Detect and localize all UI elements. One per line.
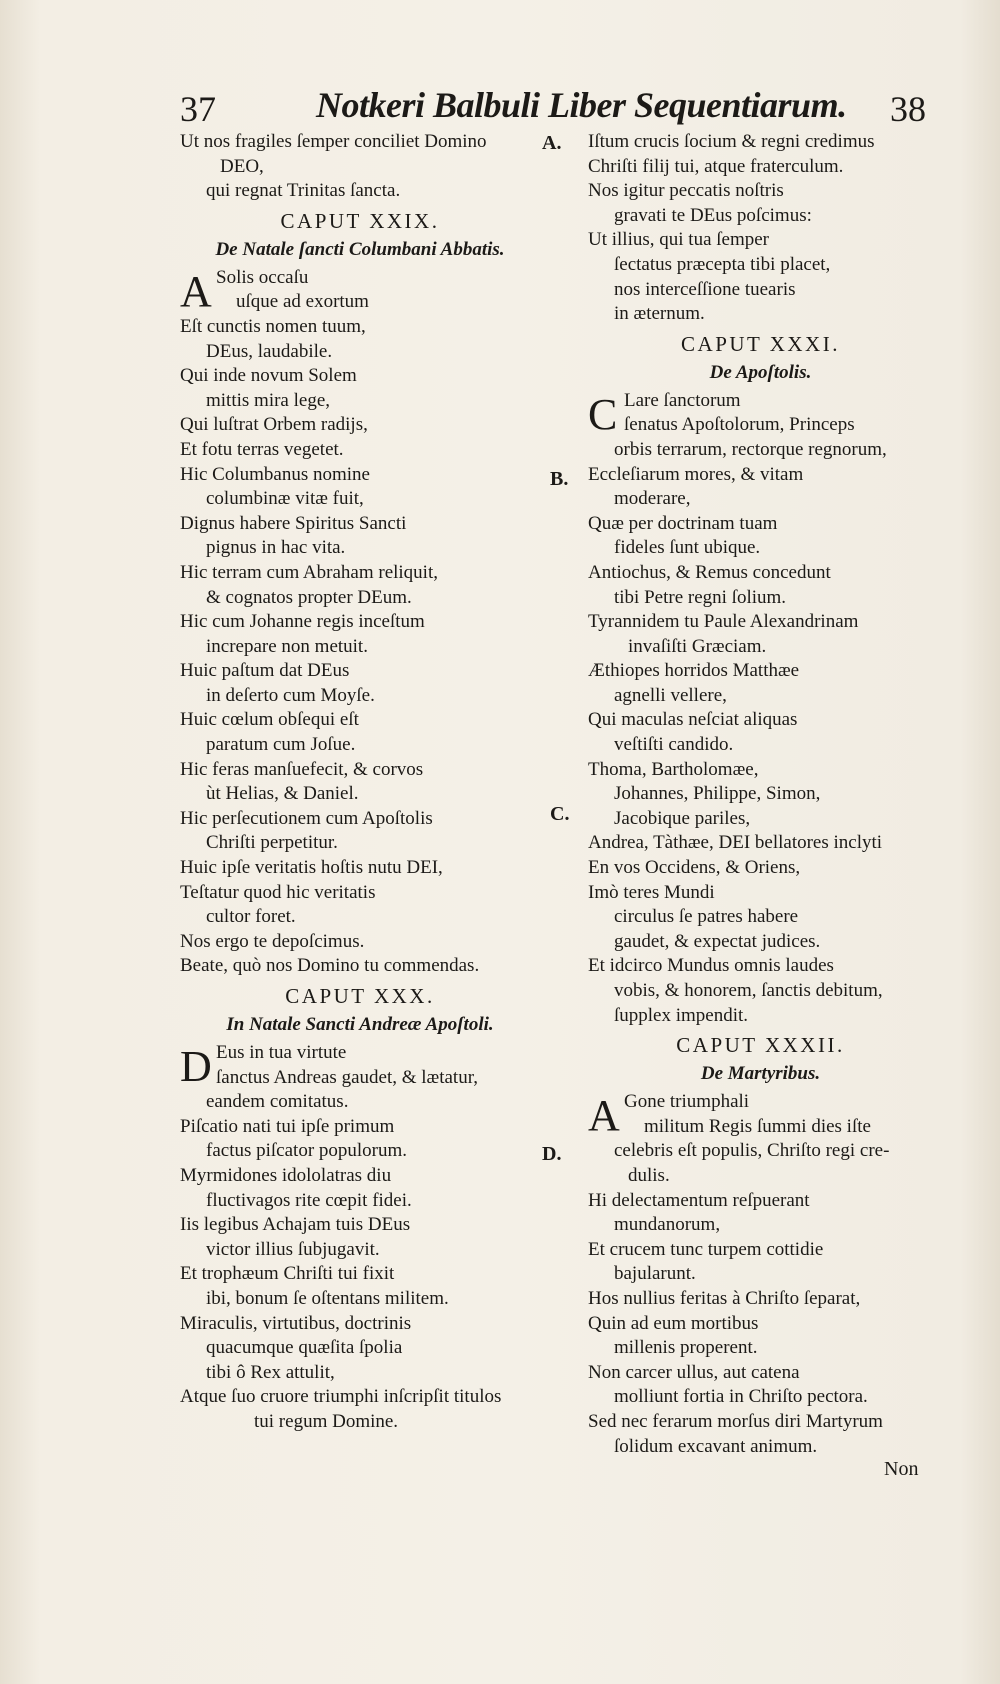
text-line: Atque ſuo cruore triumphi inſcripſit titulos (180, 1386, 502, 1408)
text-line: ſectatus præcepta tibi placet, (614, 253, 831, 275)
text-line: Ut nos fragiles ſemper conciliet Domino (180, 131, 487, 152)
text-line: moderare, (614, 488, 691, 510)
text-line: tui regum Domine. (254, 1410, 399, 1432)
text-line: & cognatos propter DEum. (206, 586, 412, 608)
text-line: celebris eſt populis, Chriſto regi cre- (614, 1140, 890, 1162)
text-line: victor illius ſubjugavit. (206, 1238, 380, 1260)
running-title: Notkeri Balbuli Liber Sequentiarum. (316, 85, 847, 125)
text-line: DEus, laudabile. (206, 340, 333, 362)
chapter-subtitle: De Natale ſancti Columbani Abbatis. (215, 238, 505, 260)
text-line: Iſtum crucis ſocium & regni credimus (588, 131, 875, 152)
chapter-heading: CAPUT XXXI. (681, 331, 840, 356)
text-line: in deſerto cum Moyſe. (206, 684, 375, 706)
text-line: pignus in hac vita. (206, 537, 346, 559)
page-number-right: 38 (890, 89, 926, 129)
text-line: Qui maculas neſciat aliquas (588, 709, 798, 731)
text-line: columbinæ vitæ fuit, (206, 488, 364, 510)
margin-letter-a: A. (542, 132, 562, 154)
text-line: veſtiſti candido. (614, 734, 734, 756)
text-line: Eus in tua virtute (216, 1042, 347, 1063)
text-line: Non carcer ullus, aut catena (588, 1361, 800, 1383)
text-line: ſenatus Apoſtolorum, Princeps (624, 414, 855, 436)
text-line: Nos ergo te depoſcimus. (180, 930, 365, 952)
text-line: Huic ipſe veritatis hoſtis nutu DEI, (180, 857, 443, 879)
text-line: invaſiſti Græciam. (628, 635, 767, 657)
text-line: in æternum. (614, 303, 705, 325)
text-line: paratum cum Joſue. (206, 734, 356, 756)
chapter-subtitle: De Martyribus. (700, 1063, 821, 1085)
text-line: molliunt fortia in Chriſto pectora. (614, 1386, 868, 1408)
margin-letter-d: D. (542, 1143, 562, 1165)
drop-capital: A (180, 266, 212, 316)
text-line: Quin ad eum mortibus (588, 1312, 759, 1334)
text-line: dulis. (628, 1164, 670, 1186)
text-line: En vos Occidens, & Oriens, (588, 857, 801, 879)
text-line: circulus ſe patres habere (614, 906, 799, 928)
text-line: Et crucem tunc turpem cottidie (588, 1238, 824, 1260)
text-line: bajularunt. (614, 1263, 696, 1285)
text-line: fluctivagos rite cœpit fidei. (206, 1189, 412, 1211)
text-line: Hic terram cum Abraham reliquit, (180, 561, 438, 583)
initial-block (180, 266, 540, 315)
text-line: Hic feras manſuefecit, & corvos (180, 758, 424, 780)
text-line: Gone triumphali (624, 1091, 750, 1113)
drop-capital: A (588, 1091, 620, 1141)
text-line: Hic perſecutionem cum Apoſtolis (180, 807, 433, 829)
text-line: fideles ſunt ubique. (614, 537, 761, 559)
text-line: Jacobique pariles, (614, 807, 751, 829)
text-line: Tyrannidem tu Paule Alexandrinam (588, 611, 859, 633)
text-line: Solis occaſu (216, 266, 309, 288)
text-line: qui regnat Trinitas ſancta. (206, 180, 401, 202)
text-line: factus piſcator populorum. (206, 1140, 408, 1162)
text-line: Ut illius, qui tua ſemper (588, 229, 770, 251)
text-line: Teſtatur quod hic veritatis (180, 881, 376, 903)
text-line: tibi ô Rex attulit, (206, 1361, 335, 1383)
initial-block (588, 389, 933, 438)
text-line: tibi Petre regni ſolium. (614, 586, 787, 608)
text-line: mittis mira lege, (206, 389, 331, 411)
initial-block (180, 1041, 540, 1090)
text-line: Imò teres Mundi (588, 881, 715, 903)
text-line: Hic Columbanus nomine (180, 463, 370, 485)
chapter-subtitle: De Apoſtolis. (709, 361, 812, 383)
text-line: ibi, bonum ſe oſtentans militem. (206, 1287, 449, 1309)
page-header (0, 84, 1000, 134)
catchword: Non (884, 1458, 919, 1480)
text-line: Huic paſtum dat DEus (180, 660, 350, 682)
text-line: DEO, (220, 155, 264, 177)
chapter-subtitle: In Natale Sancti Andreæ Apoſtoli. (226, 1014, 494, 1035)
text-line: Eccleſiarum mores, & vitam (588, 463, 804, 485)
margin-letter-c: C. (550, 803, 570, 825)
text-line: Andrea, Tàthæe, DEI bellatores inclyti (588, 832, 883, 854)
text-line: Qui luſtrat Orbem radijs, (180, 414, 368, 436)
text-line: Lare ſanctorum (624, 389, 741, 411)
text-line: Et idcirco Mundus omnis laudes (588, 955, 834, 977)
text-line: Hi delectamentum reſpuerant (588, 1189, 810, 1211)
text-line: vobis, & honorem, ſanctis debitum, (614, 980, 883, 1001)
text-line: millenis properent. (614, 1337, 758, 1359)
text-line: agnelli vellere, (614, 684, 727, 706)
right-column (588, 130, 933, 1459)
text-line: increpare non metuit. (206, 635, 368, 657)
text-line: Et trophæum Chriſti tui fixit (180, 1263, 395, 1285)
text-line: Eſt cunctis nomen tuum, (180, 315, 366, 337)
text-line: mundanorum, (614, 1214, 721, 1236)
text-line: quacumque quæſita ſpolia (206, 1337, 403, 1359)
text-line: Hic cum Johanne regis inceſtum (180, 611, 425, 633)
text-line: gravati te DEus poſcimus: (614, 204, 812, 226)
text-line: uſque ad exortum (236, 291, 369, 313)
text-line: Dignus habere Spiritus Sancti (180, 512, 407, 534)
text-line: Sed nec ferarum morſus diri Martyrum (588, 1410, 883, 1432)
drop-capital: C (588, 389, 618, 439)
drop-capital: D (180, 1042, 212, 1091)
text-line: Myrmidones idololatras diu (180, 1164, 392, 1186)
text-line: ſolidum excavant animum. (614, 1435, 818, 1457)
text-line: Hos nullius feritas à Chriſto ſeparat, (588, 1287, 861, 1309)
text-line: ùt Helias, & Daniel. (206, 783, 359, 805)
chapter-heading: CAPUT XXX. (285, 984, 435, 1008)
chapter-heading: CAPUT XXXII. (676, 1033, 845, 1058)
text-line: Johannes, Philippe, Simon, (614, 783, 821, 805)
text-line: Iis legibus Achajam tuis DEus (180, 1214, 411, 1236)
margin-letter-b: B. (550, 468, 569, 490)
text-line: cultor foret. (206, 906, 296, 928)
text-line: orbis terrarum, rectorque regnorum, (614, 438, 887, 460)
page-number-left: 37 (180, 89, 216, 129)
text-line: Huic cœlum obſequi eſt (180, 709, 359, 731)
text-line: ſanctus Andreas gaudet, & lætatur, (216, 1066, 479, 1088)
initial-block (588, 1090, 933, 1139)
text-line: Chriſti filij tui, atque fraterculum. (588, 155, 844, 177)
text-line: Æthiopes horridos Matthæe (588, 660, 800, 682)
text-line: gaudet, & expectat judices. (614, 930, 821, 952)
left-column (180, 130, 540, 1435)
text-line: Antiochus, & Remus concedunt (588, 561, 831, 583)
text-line: ſupplex impendit. (614, 1004, 749, 1026)
text-line: militum Regis ſummi dies iſte (644, 1115, 871, 1137)
text-line: Et fotu terras vegetet. (180, 438, 344, 460)
text-line: Chriſti perpetitur. (206, 832, 338, 854)
text-line: Thoma, Bartholomæe, (588, 758, 759, 780)
text-line: Beate, quò nos Domino tu commendas. (180, 955, 480, 977)
chapter-heading: CAPUT XXIX. (280, 208, 440, 233)
text-line: nos interceſſione tuearis (614, 278, 796, 300)
text-line: Quæ per doctrinam tuam (588, 512, 778, 534)
text-line: Piſcatio nati tui ipſe primum (180, 1115, 395, 1137)
text-line: Qui inde novum Solem (180, 365, 357, 387)
text-line: eandem comitatus. (206, 1091, 349, 1113)
text-line: Nos igitur peccatis noſtris (588, 180, 784, 202)
text-line: Miraculis, virtutibus, doctrinis (180, 1312, 412, 1334)
